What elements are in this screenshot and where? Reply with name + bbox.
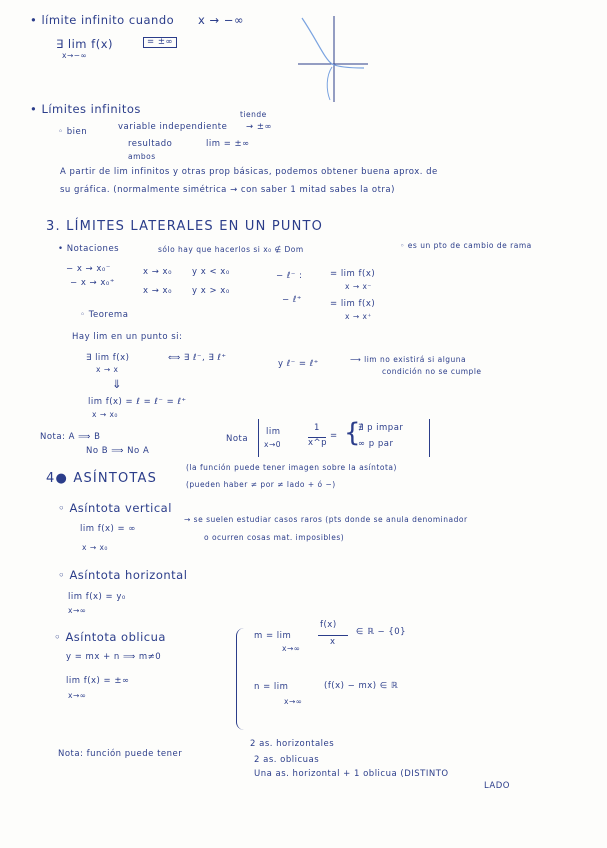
n-formula-sub: x→∞: [284, 697, 303, 706]
notaciones-label: • Notaciones: [58, 244, 120, 254]
l-plus-sub: x → x⁺: [345, 312, 372, 321]
l-minus-sub: x → x⁻: [345, 282, 372, 291]
ao-lim-sub: x→∞: [68, 691, 87, 700]
av-note-1: → se suelen estudiar casos raros (pts donde se anula denominador: [184, 515, 468, 524]
aprox-paragraph-line2: su gráfica. (normalmente simétrica → con saber 1 mitad sabes la otra): [60, 185, 395, 195]
nota-lim: lim: [266, 427, 281, 437]
asintota-oblicua-label: ◦ Asíntota oblicua: [54, 630, 166, 644]
tiende-infinito: → ±∞: [246, 122, 273, 132]
ao-lim: lim f(x) = ±∞: [66, 676, 130, 686]
asintota-horizontal-label: ◦ Asíntota horizontal: [58, 568, 188, 582]
final-note-4: LADO: [484, 781, 510, 791]
l-minus-lim: = lim f(x): [330, 269, 376, 279]
l-minus: − ℓ⁻ :: [276, 271, 303, 281]
nota-p-impar: ∄ p impar: [358, 423, 404, 433]
m-fraction-bar: [318, 635, 348, 636]
section-4-title: 4● ASÍNTOTAS: [46, 471, 158, 486]
final-note-1: 2 as. horizontales: [250, 739, 335, 749]
av-note-2: o ocurren cosas mat. imposibles): [204, 533, 345, 542]
l-plus-lim: = lim f(x): [330, 299, 376, 309]
boxed-result: = ±∞: [143, 37, 177, 48]
heading-limites-infinitos: • Límites infinitos: [30, 102, 141, 116]
teorema-result-sub: x → x₀: [92, 410, 118, 419]
tiende-note: tiende: [240, 110, 267, 119]
nota-lim-sub: x→0: [264, 440, 281, 449]
teorema-condicion: condición no se cumple: [382, 367, 482, 376]
teorema-label: ◦ Teorema: [80, 310, 129, 320]
section-3-title: 3. LÍMITES LATERALES EN UN PUNTO: [46, 219, 324, 234]
teorema-implies-arrow: ⇓: [112, 377, 123, 391]
asymptote-graph-sketch: [290, 12, 370, 107]
m-formula-lim: m = lim: [254, 631, 292, 641]
heading-limite-infinito: • límite infinito cuando: [30, 13, 175, 27]
notation-minus: − x → x₀⁻: [66, 264, 111, 274]
nota-brace: {: [344, 418, 362, 448]
teorema-result: lim f(x) = ℓ = ℓ⁻ = ℓ⁺: [88, 397, 187, 407]
final-note-label: Nota: función puede tener: [58, 749, 183, 759]
m-set: ∈ ℝ − {0}: [356, 627, 407, 637]
notaciones-note: sólo hay que hacerlos si x₀ ∉ Dom: [158, 245, 304, 254]
teorema-no-existira: ⟶ lim no existirá si alguna: [350, 355, 467, 364]
bien-label: ◦ bien: [58, 127, 88, 137]
resultado-label: resultado: [128, 139, 173, 149]
m-denominator: x: [330, 637, 336, 647]
resultado-lim: lim = ±∞: [206, 139, 250, 149]
teorema-iff: ⟺ ∃ ℓ⁻, ∃ ℓ⁺: [168, 353, 227, 363]
limit-expression: x → −∞: [198, 13, 244, 27]
variable-independiente: variable independiente: [118, 122, 228, 132]
cambio-rama-note: ◦ es un pto de cambio de rama: [400, 241, 532, 250]
teorema-exists-sub: x → x: [96, 365, 119, 374]
teorema-line1: Hay lim en un punto si:: [72, 332, 183, 342]
asintota-vertical-label: ◦ Asíntota vertical: [58, 501, 172, 515]
nota-contrapositive-2: No B ⟹ No A: [86, 446, 150, 456]
m-numerator: f(x): [320, 620, 337, 630]
teorema-exists-lim: ∃ lim f(x): [86, 353, 130, 363]
nota-denominator: x^p: [308, 438, 328, 448]
nota-numerator: 1: [314, 423, 320, 433]
ambos-label: ambos: [128, 152, 156, 161]
exists-lim-sub: x→−∞: [62, 51, 88, 60]
oblicua-bracket: [236, 628, 247, 730]
ao-equation: y = mx + n ⟹ m≠0: [66, 652, 162, 662]
m-formula-sub: x→∞: [282, 644, 301, 653]
notation-x-to-x0-b: x → x₀: [143, 286, 172, 296]
notation-plus: − x → x₀⁺: [70, 278, 115, 288]
av-lim-sub: x → x₀: [82, 543, 108, 552]
final-note-2: 2 as. oblicuas: [254, 755, 320, 765]
notation-x-less: y x < x₀: [192, 267, 230, 277]
nota-label: Nota: [226, 434, 249, 444]
nota-equals: =: [330, 431, 338, 441]
nota-p-par: ∞ p par: [358, 439, 394, 449]
aprox-paragraph-line1: A partir de lim infinitos y otras prop básicas, podemos obtener buena aprox. de: [60, 167, 438, 177]
notation-x-greater: y x > x₀: [192, 286, 230, 296]
av-lim: lim f(x) = ∞: [80, 524, 136, 534]
final-note-3: Una as. horizontal + 1 oblicua (DISTINTO: [254, 769, 449, 779]
section-4-note2: (pueden haber ≠ por ≠ lado + ó −): [186, 480, 336, 489]
ah-lim-sub: x→∞: [68, 606, 87, 615]
teorema-equal: y ℓ⁻ = ℓ⁺: [278, 359, 319, 369]
exists-lim: ∃ lim f(x): [56, 37, 113, 51]
section-4-note1: (la función puede tener imagen sobre la asíntota): [186, 463, 397, 472]
notation-x-to-x0-a: x → x₀: [143, 267, 172, 277]
n-formula-lim: n = lim: [254, 682, 289, 692]
n-formula-expr: (f(x) − mx) ∈ ℝ: [324, 681, 399, 691]
ah-lim: lim f(x) = y₀: [68, 592, 126, 602]
nota-contrapositive-1: Nota: A ⟹ B: [40, 432, 101, 442]
l-plus: − ℓ⁺: [282, 295, 302, 305]
